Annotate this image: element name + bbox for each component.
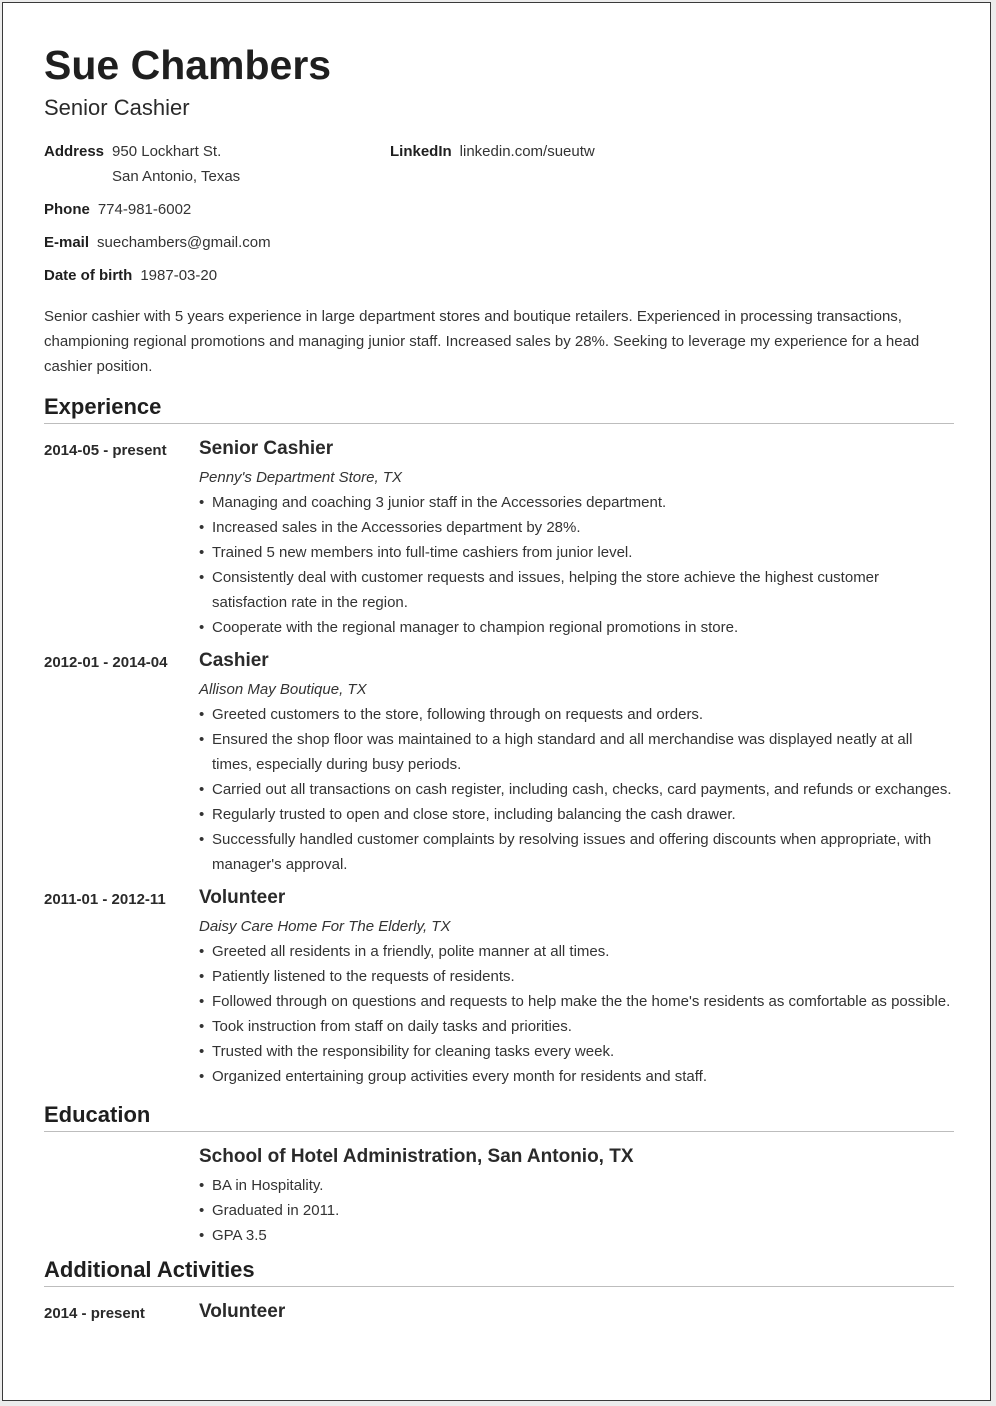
bullet-item: • Carried out all transactions on cash register, including cash, checks, card payments, and refunds or exchanges. [199, 777, 954, 802]
bullet-item: • Greeted customers to the store, following through on requests and orders. [199, 702, 954, 727]
bullet-item: • Greeted all residents in a friendly, polite manner at all times. [199, 939, 954, 964]
experience-bullets [199, 939, 954, 1089]
experience-bullets [199, 490, 954, 640]
experience-entry [44, 436, 954, 640]
experience-company: Penny's Department Store, TX [199, 469, 402, 486]
activity-body [199, 1299, 954, 1326]
experience-company: Daisy Care Home For The Elderly, TX [199, 918, 451, 935]
bullet-item: • Followed through on questions and requests to help make the the home's residents as comfortable as possible. [199, 989, 954, 1014]
bullet-item: • Graduated in 2011. [199, 1198, 954, 1223]
education-bullets [199, 1173, 954, 1248]
candidate-headline: Senior Cashier [44, 95, 190, 120]
contact-email [44, 230, 271, 255]
bullet-item: • Successfully handled customer complaints by resolving issues and offering discounts when appropriate, with manager's approval. [199, 827, 954, 877]
address-line-1: 950 Lockhart St. [112, 143, 222, 160]
address-label: Address [44, 143, 105, 160]
dob-value: 1987-03-20 [140, 267, 218, 284]
bullet-item: • Trained 5 new members into full-time cashiers from junior level. [199, 540, 954, 565]
address-value [112, 139, 240, 189]
candidate-name: Sue Chambers [44, 42, 332, 88]
experience-date: 2011-01 - 2012-11 [44, 891, 166, 908]
email-value[interactable]: suechambers@gmail.com [97, 234, 271, 251]
summary-paragraph: Senior cashier with 5 years experience in large department stores and boutique retailers. Experienced in processing transactions, championing regional promotions and managing junior staff. Increased sales by 28%. Seeking to leverage my experience for a head cashier position. [44, 308, 920, 375]
address-line-2: San Antonio, Texas [112, 168, 241, 185]
resume-content [44, 41, 954, 1334]
experience-title: Senior Cashier [199, 438, 334, 459]
education-heading: Education [44, 1101, 954, 1132]
contact-block [44, 139, 954, 304]
phone-label: Phone [44, 201, 90, 218]
experience-date: 2012-01 - 2014-04 [44, 654, 168, 671]
bullet-item: • Took instruction from staff on daily tasks and priorities. [199, 1014, 954, 1039]
activity-title: Volunteer [199, 1301, 286, 1322]
contact-dob [44, 263, 217, 288]
activities-heading: Additional Activities [44, 1256, 954, 1287]
experience-body [199, 436, 954, 640]
dob-label: Date of birth [44, 267, 133, 284]
bullet-item: • Cooperate with the regional manager to champion regional promotions in store. [199, 615, 954, 640]
resume-page [2, 2, 991, 1401]
contact-address [44, 139, 240, 189]
bullet-item: • Ensured the shop floor was maintained to a high standard and all merchandise was displayed neatly at all times, especially during busy periods. [199, 727, 954, 777]
phone-value: 774-981-6002 [97, 201, 192, 218]
experience-company: Allison May Boutique, TX [199, 681, 367, 698]
experience-body [199, 648, 954, 877]
email-label: E-mail [44, 234, 90, 251]
bullet-item: • Regularly trusted to open and close store, including balancing the cash drawer. [199, 802, 954, 827]
experience-date: 2014-05 - present [44, 442, 167, 459]
activities-list [44, 1299, 954, 1326]
education-list [44, 1144, 954, 1248]
linkedin-label: LinkedIn [390, 143, 452, 160]
contact-phone [44, 197, 191, 222]
experience-entry [44, 885, 954, 1089]
education-entry [44, 1144, 954, 1248]
activity-date: 2014 - present [44, 1305, 145, 1322]
experience-title: Cashier [199, 650, 269, 671]
activity-entry [44, 1299, 954, 1326]
bullet-item: • BA in Hospitality. [199, 1173, 954, 1198]
experience-list [44, 436, 954, 1089]
education-body [199, 1144, 954, 1248]
experience-title: Volunteer [199, 887, 286, 908]
experience-heading: Experience [44, 393, 954, 424]
bullet-item: • Managing and coaching 3 junior staff in the Accessories department. [199, 490, 954, 515]
experience-body [199, 885, 954, 1089]
bullet-item: • Organized entertaining group activities every month for residents and staff. [199, 1064, 954, 1089]
bullet-item: • Consistently deal with customer requests and issues, helping the store achieve the highest customer satisfaction rate in the region. [199, 565, 954, 615]
bullet-item: • Patiently listened to the requests of residents. [199, 964, 954, 989]
bullet-item: • Increased sales in the Accessories department by 28%. [199, 515, 954, 540]
experience-entry [44, 648, 954, 877]
experience-bullets [199, 702, 954, 877]
education-date [44, 1144, 199, 1248]
linkedin-value[interactable]: linkedin.com/sueutw [459, 143, 595, 160]
education-school: School of Hotel Administration, San Antonio, TX [199, 1146, 634, 1167]
bullet-item: • GPA 3.5 [199, 1223, 954, 1248]
bullet-item: • Trusted with the responsibility for cleaning tasks every week. [199, 1039, 954, 1064]
contact-linkedin [390, 139, 595, 164]
